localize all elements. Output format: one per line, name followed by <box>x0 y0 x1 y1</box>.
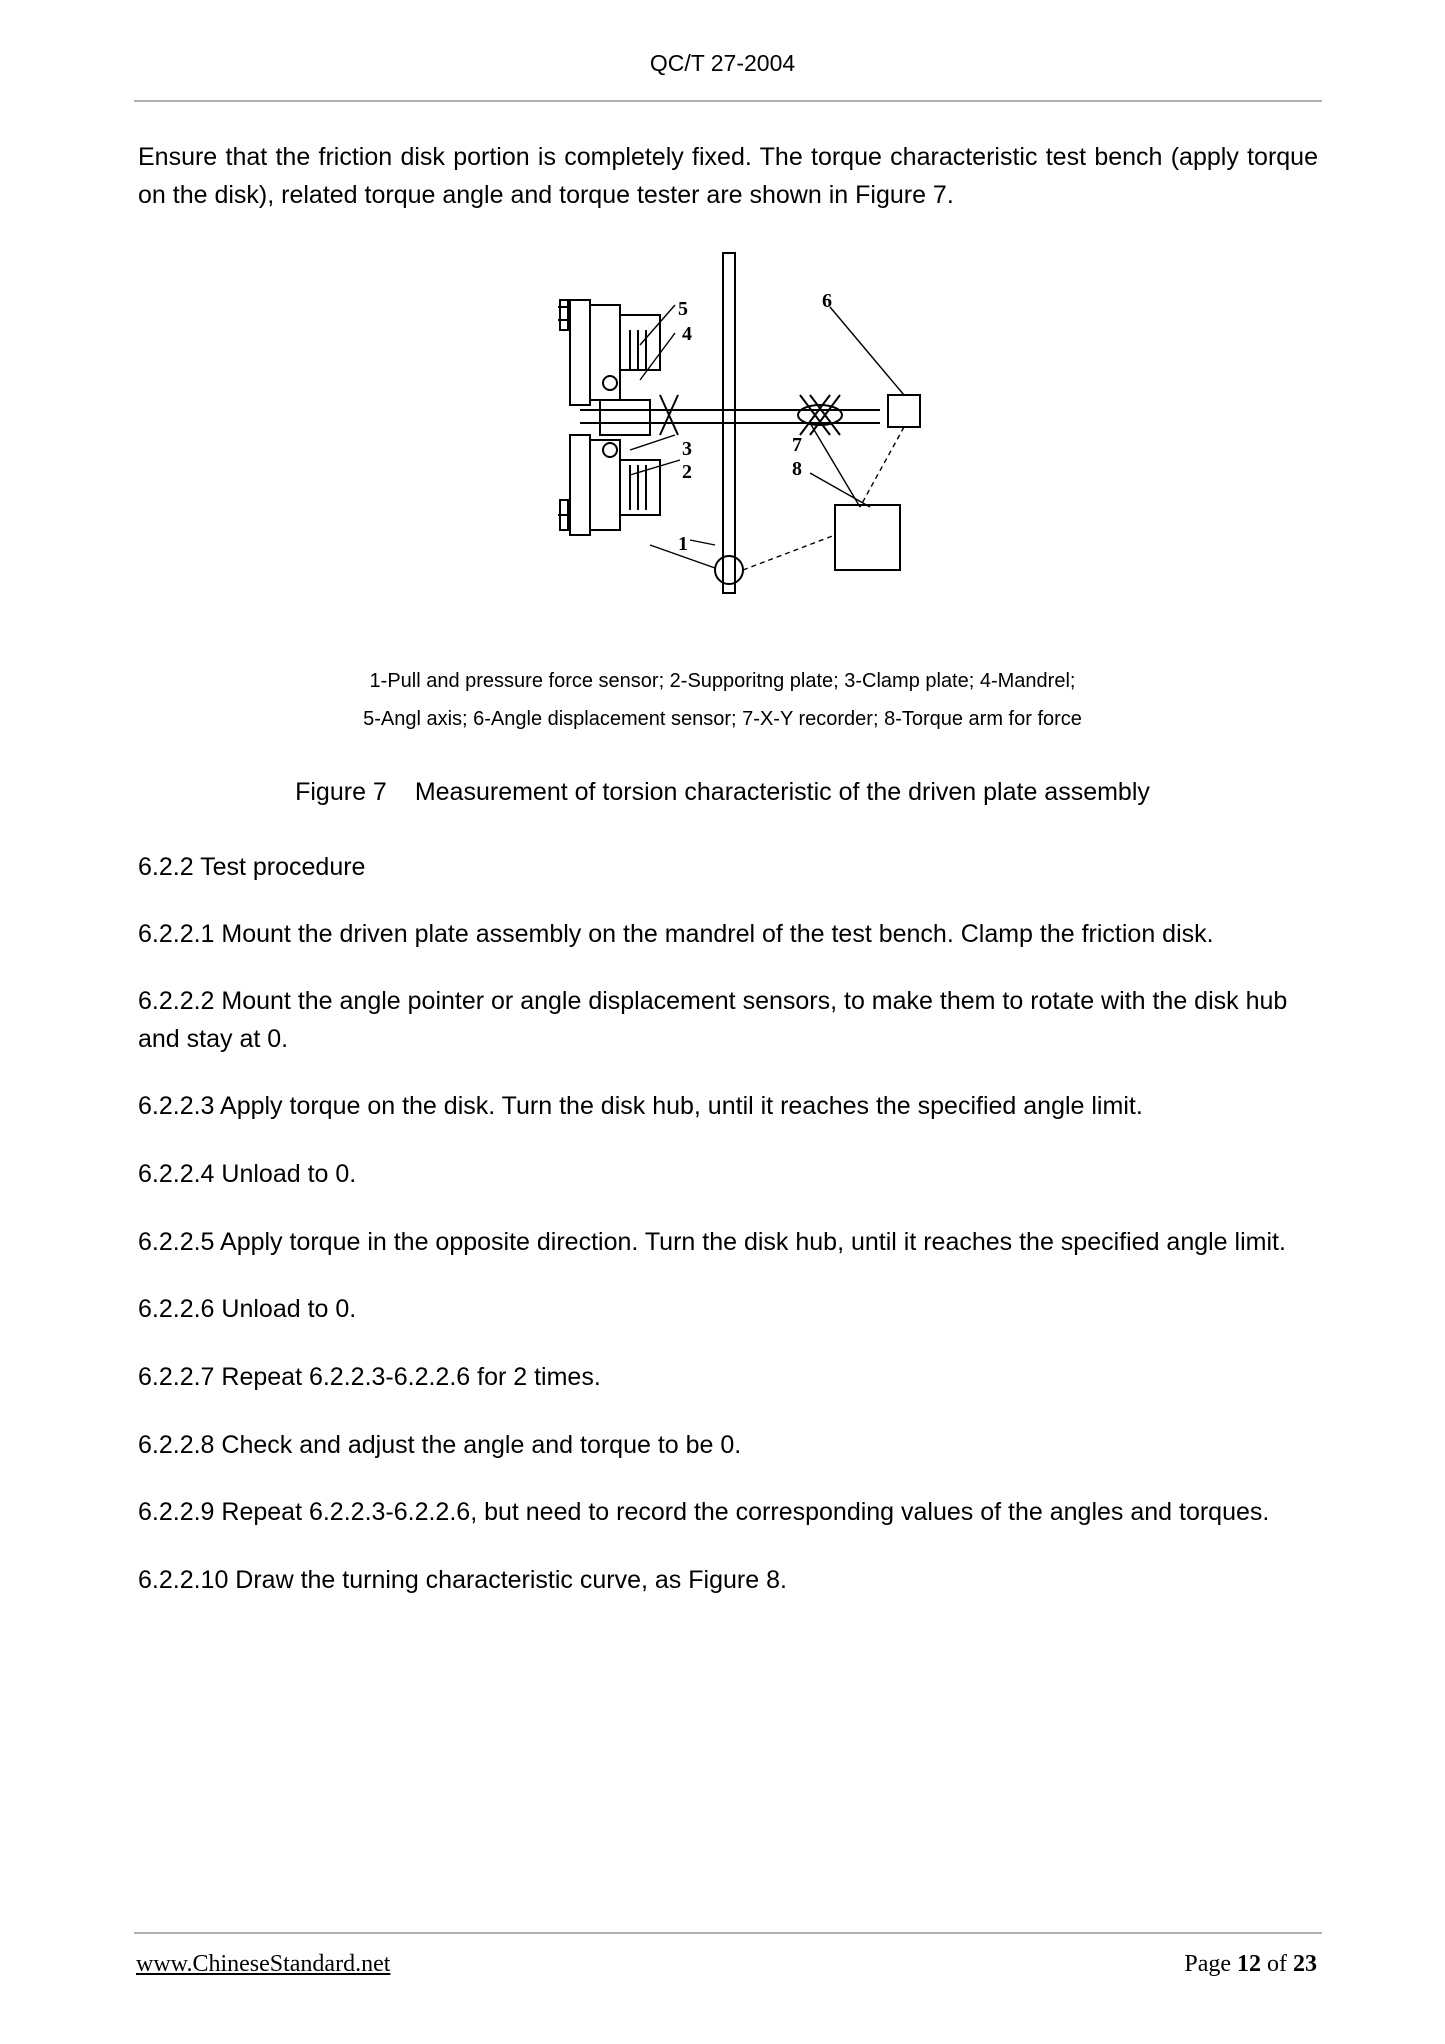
footer-page-prefix: Page <box>1184 1951 1231 1977</box>
figure-caption-number: Figure 7 <box>295 778 387 806</box>
figure-label-7: 7 <box>792 434 802 456</box>
intro-paragraph: Ensure that the friction disk portion is completely fixed. The torque characteristic test bench (apply torque on the disk), related torque angle and torque tester are shown in Figure 7. <box>138 143 1318 209</box>
footer-page-of: of <box>1267 1951 1287 1977</box>
figure-legend-line-2: 5-Angl axis; 6-Angle displacement sensor; 7-X-Y recorder; 8-Torque arm for force <box>363 708 1082 730</box>
footer-total-pages: 23 <box>1293 1951 1317 1977</box>
figure-7-diagram <box>530 245 950 615</box>
footer-divider <box>134 1932 1322 1934</box>
step-6-2-2-2: 6.2.2.2 Mount the angle pointer or angle displacement sensors, to make them to rotate with the disk hub and stay at 0. <box>138 987 1288 1053</box>
page-header: QC/T 27-2004 <box>649 50 796 76</box>
step-6-2-2-9: 6.2.2.9 Repeat 6.2.2.3-6.2.2.6, but need to record the corresponding values of the angles and torques. <box>138 1498 1270 1526</box>
step-6-2-2-7: 6.2.2.7 Repeat 6.2.2.3-6.2.2.6 for 2 times. <box>138 1363 601 1391</box>
figure-label-4: 4 <box>682 323 692 345</box>
figure-label-3: 3 <box>682 438 692 460</box>
step-6-2-2-3: 6.2.2.3 Apply torque on the disk. Turn the disk hub, until it reaches the specified angle limit. <box>138 1092 1143 1120</box>
figure-caption <box>0 778 1445 807</box>
step-6-2-2-5: 6.2.2.5 Apply torque in the opposite direction. Turn the disk hub, until it reaches the specified angle limit. <box>138 1228 1286 1256</box>
force-sensor <box>715 556 743 584</box>
step-6-2-2-1: 6.2.2.1 Mount the driven plate assembly on the mandrel of the test bench. Clamp the friction disk. <box>138 920 1214 948</box>
figure-label-5: 5 <box>678 298 688 320</box>
step-6-2-2-6: 6.2.2.6 Unload to 0. <box>138 1295 357 1323</box>
step-6-2-2-8: 6.2.2.8 Check and adjust the angle and torque to be 0. <box>138 1431 742 1459</box>
figure-label-6: 6 <box>822 290 832 312</box>
step-6-2-2-10: 6.2.2.10 Draw the turning characteristic curve, as Figure 8. <box>138 1566 787 1594</box>
figure-legend-line-1: 1-Pull and pressure force sensor; 2-Supporitng plate; 3-Clamp plate; 4-Mandrel; <box>369 670 1076 692</box>
figure-caption-text: Measurement of torsion characteristic of the driven plate assembly <box>414 778 1150 806</box>
section-heading: 6.2.2 Test procedure <box>138 853 366 881</box>
figure-label-8: 8 <box>792 458 802 480</box>
step-6-2-2-4: 6.2.2.4 Unload to 0. <box>138 1160 357 1188</box>
footer-page-number <box>1184 1951 1317 1978</box>
header-divider <box>134 100 1322 102</box>
footer-website-link[interactable]: www.ChineseStandard.net <box>136 1951 391 1977</box>
figure-label-2: 2 <box>682 461 692 483</box>
footer-current-page: 12 <box>1237 1951 1261 1977</box>
figure-label-1: 1 <box>678 533 688 555</box>
